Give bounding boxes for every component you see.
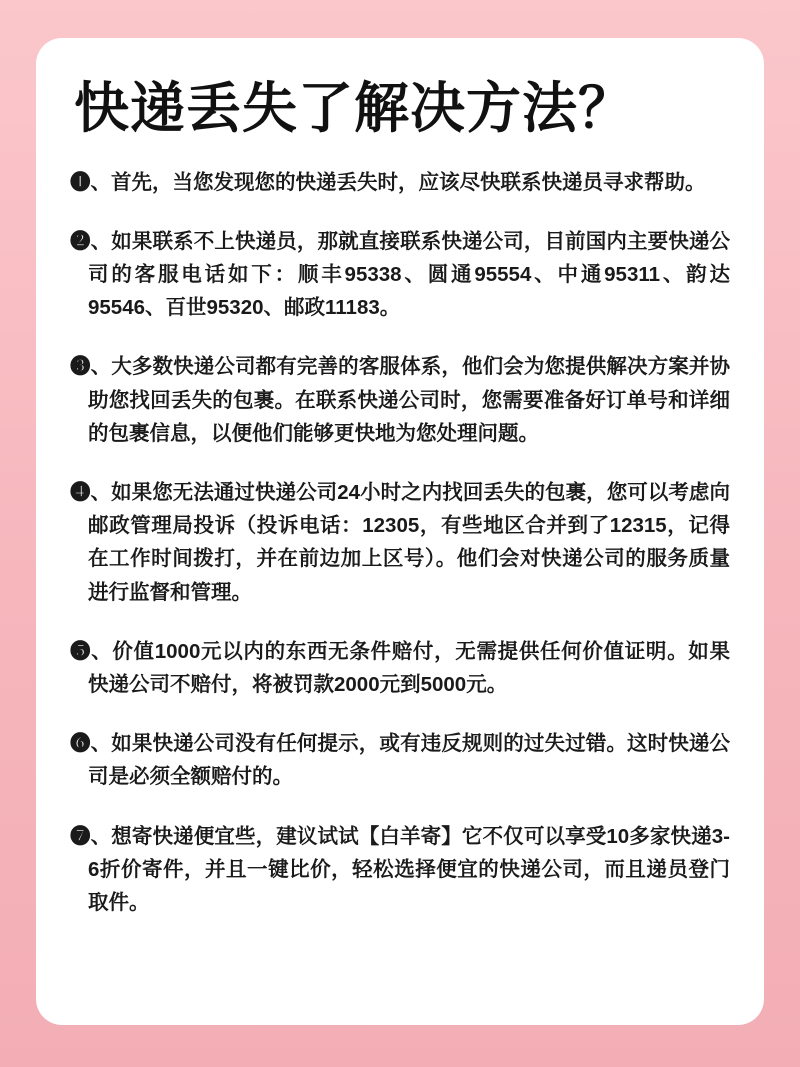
list-item-text: ❻、如果快递公司没有任何提示，或有违反规则的过失过错。这时快递公司是必须全额赔付的。 (70, 732, 730, 789)
list-item-text: ❶、首先，当您发现您的快递丢失时，应该尽快联系快递员寻求帮助。 (70, 170, 706, 194)
list-item-text: ❹、如果您无法通过快递公司24小时之内找回丢失的包裹，您可以考虑向邮政管理局投诉（投诉电话：12305，有些地区合并到了12315，记得在工作时间拨打，并在前边加上区号）。他们会对快递公司的服务质量进行监督和管理。 (70, 481, 730, 604)
list-item-text: ❺、价值1000元以内的东西无条件赔付，无需提供任何价值证明。如果快递公司不赔付，将被罚款2000元到5000元。 (70, 639, 730, 697)
list-item (70, 166, 730, 199)
list-item-text: ❷、如果联系不上快递员，那就直接联系快递公司，目前国内主要快递公司的客服电话如下：顺丰95338、圆通95554、中通95311、韵达95546、百世95320、邮政11183。 (70, 229, 730, 320)
list-item (70, 820, 730, 920)
list-item (70, 350, 730, 450)
list-item-text: ❼、想寄快递便宜些，建议试试【白羊寄】它不仅可以享受10多家快递3-6折价寄件，并且一键比价，轻松选择便宜的快递公司，而且递员登门取件。 (70, 824, 730, 915)
tips-list (70, 166, 730, 920)
list-item (70, 225, 730, 325)
list-item (70, 635, 730, 701)
content-card (36, 38, 764, 1025)
list-item (70, 476, 730, 609)
page-title: 快递丢失了解决方法？ (74, 77, 635, 139)
list-item (70, 727, 730, 793)
list-item-text: ❸、大多数快递公司都有完善的客服体系，他们会为您提供解决方案并协助您找回丢失的包裹。在联系快递公司时，您需要准备好订单号和详细的包裹信息，以便他们能够更快地为您处理问题。 (70, 355, 730, 445)
